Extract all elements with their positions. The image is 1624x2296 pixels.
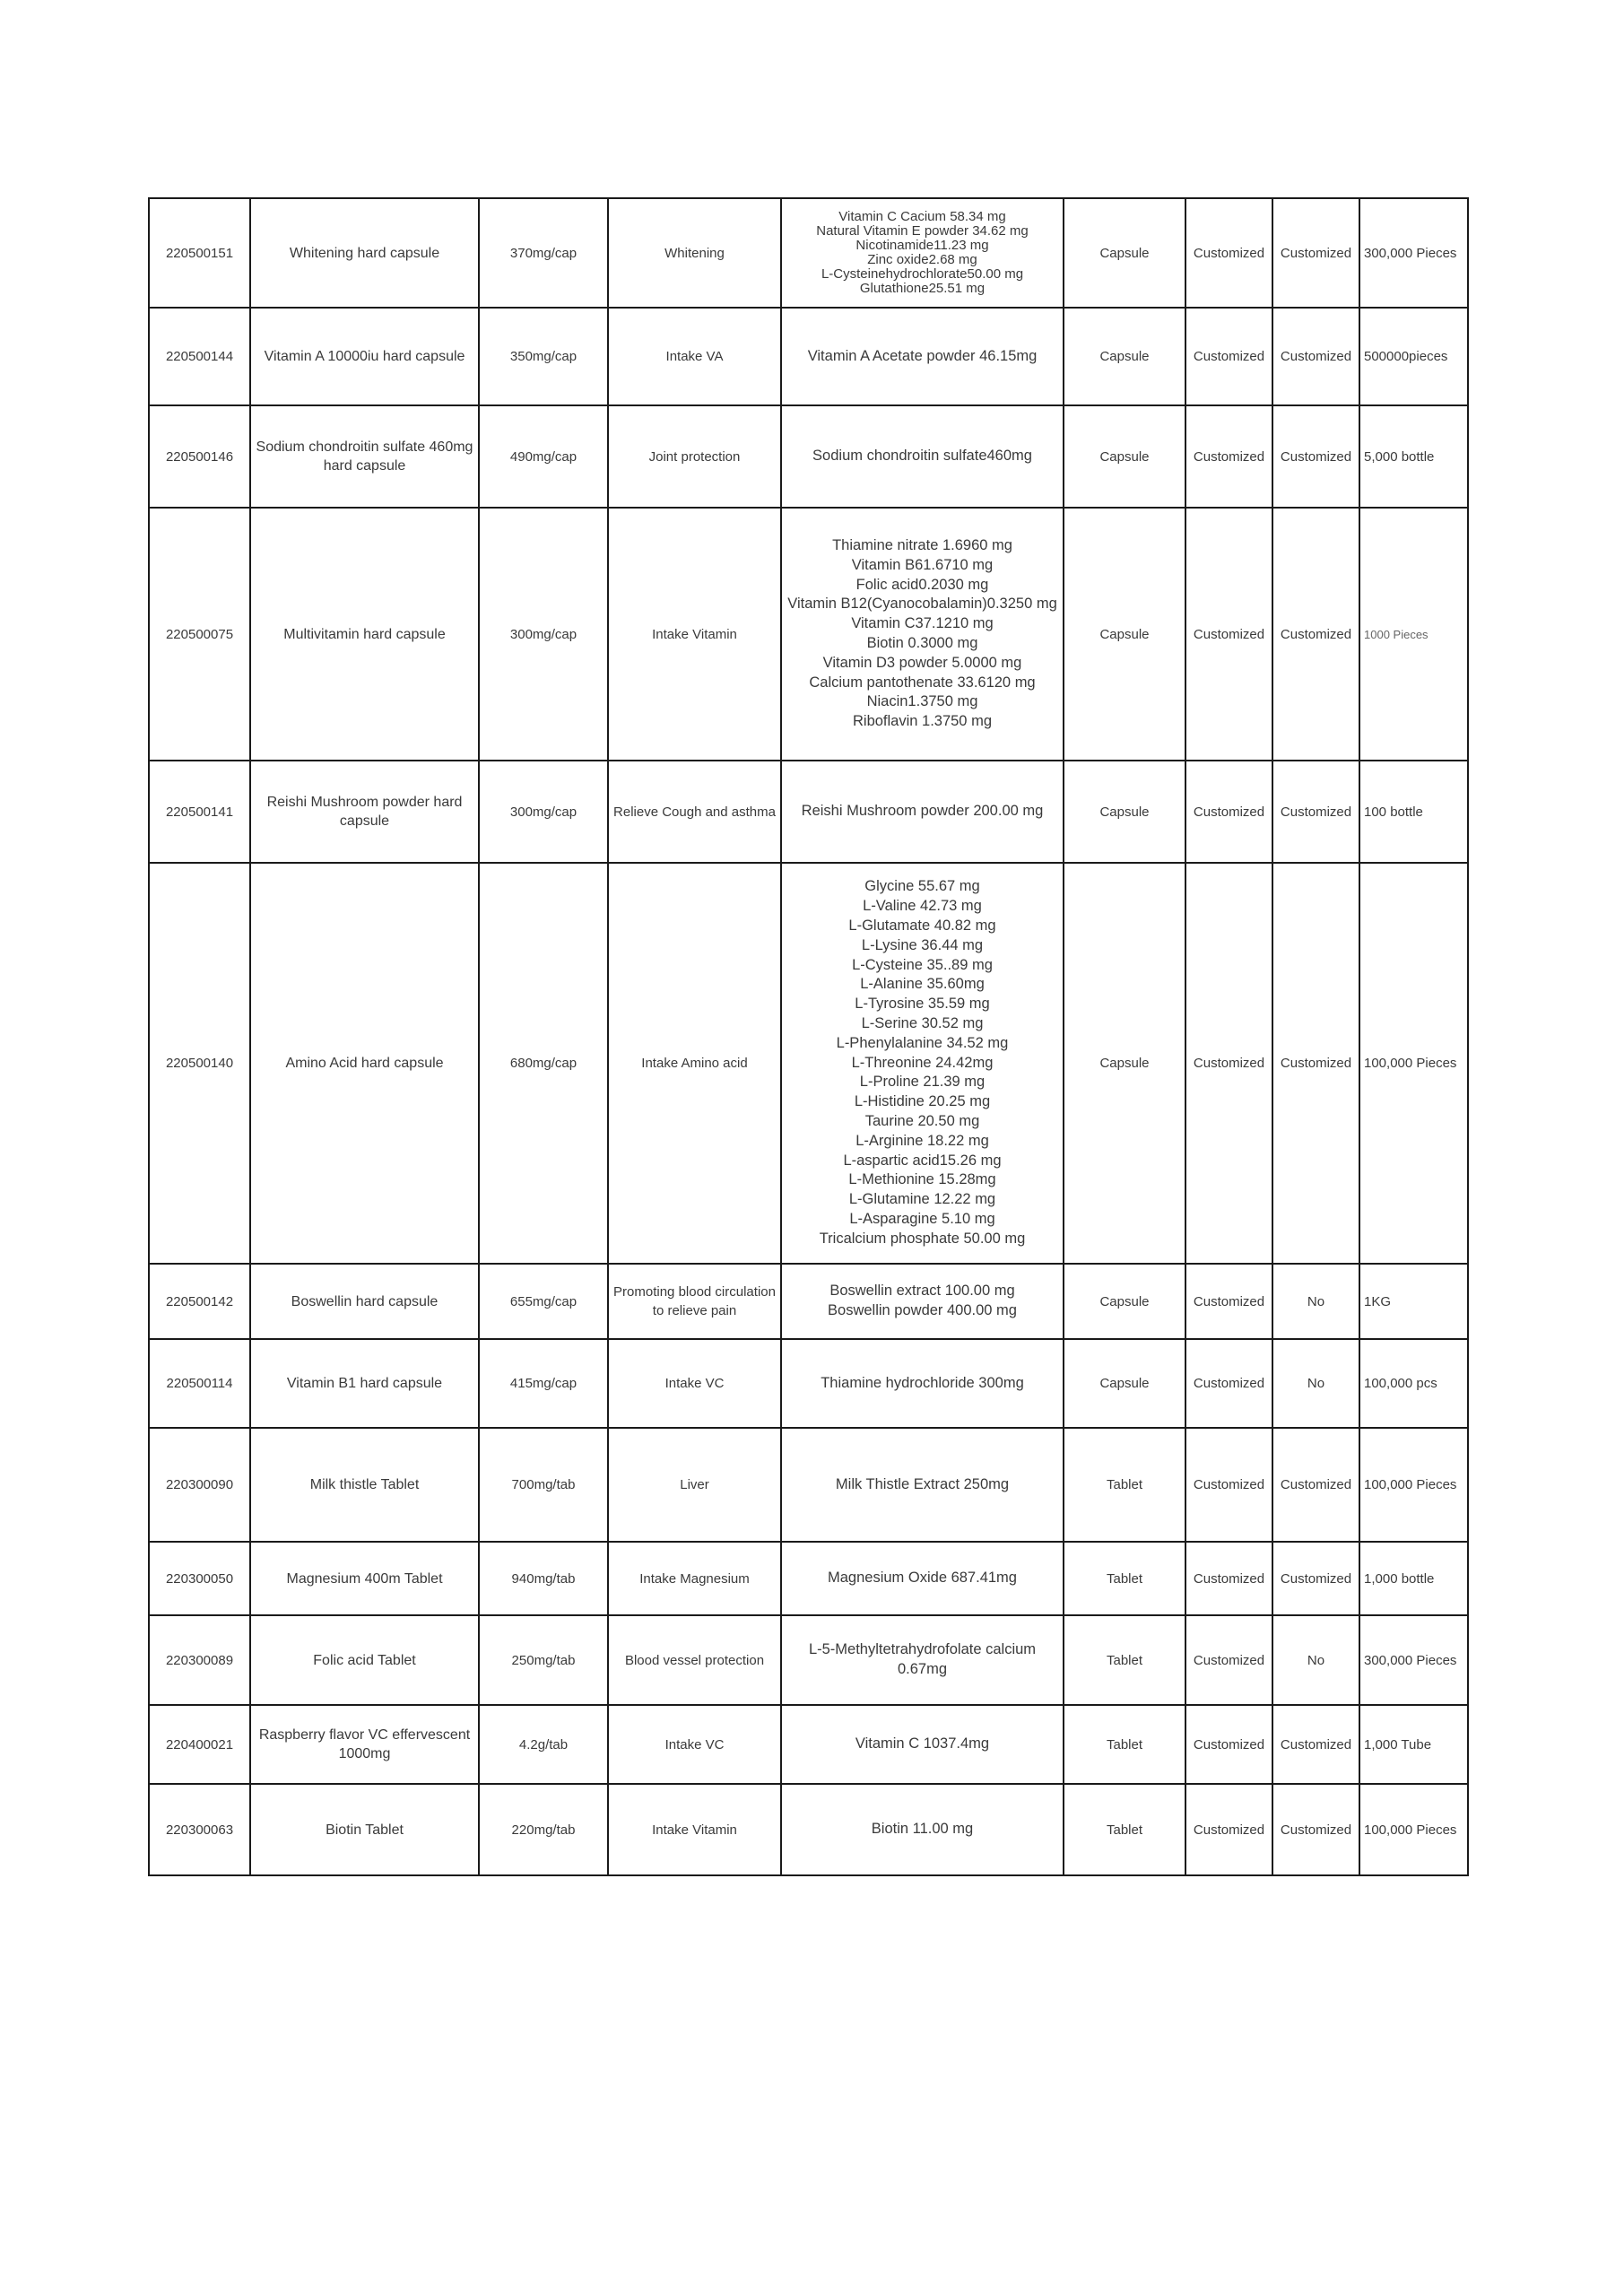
product-code-cell: 220300050 [149, 1542, 250, 1615]
spec-cell: 700mg/tab [479, 1428, 608, 1542]
dosage-form-cell: Capsule [1064, 761, 1185, 863]
table-row [149, 308, 1468, 405]
function-cell: Intake Vitamin [608, 1784, 781, 1875]
moq-cell: 500000pieces [1359, 308, 1468, 405]
ingredient-line: Boswellin powder 400.00 mg [828, 1302, 1017, 1318]
product-name-cell: Magnesium 400m Tablet [250, 1542, 479, 1615]
label-cell: Customized [1272, 1705, 1359, 1784]
function-cell: Whitening [608, 198, 781, 308]
packaging-cell: Customized [1185, 508, 1272, 761]
spec-cell: 220mg/tab [479, 1784, 608, 1875]
packaging-cell: Customized [1185, 761, 1272, 863]
label-cell: Customized [1272, 1542, 1359, 1615]
product-spec-table [148, 197, 1469, 1876]
ingredients-cell [781, 508, 1064, 761]
ingredients-cell [781, 198, 1064, 308]
function-cell: Joint protection [608, 405, 781, 508]
dosage-form-cell: Capsule [1064, 198, 1185, 308]
ingredient-line: Sodium chondroitin sulfate460mg [812, 448, 1032, 465]
ingredient-line: Glutathione25.51 mg [859, 281, 986, 296]
ingredient-line: L-Histidine 20.25 mg [854, 1093, 991, 1110]
function-cell: Intake Magnesium [608, 1542, 781, 1615]
product-code-cell: 220500146 [149, 405, 250, 508]
ingredient-line: Niacin1.3750 mg [866, 693, 978, 710]
table-row [149, 1428, 1468, 1542]
ingredient-line: L-Alanine 35.60mg [860, 976, 985, 993]
moq-cell: 100 bottle [1359, 761, 1468, 863]
moq-cell: 1000 Pieces [1359, 508, 1468, 761]
ingredient-line: Milk Thistle Extract 250mg [835, 1475, 1010, 1492]
product-code-cell: 220300090 [149, 1428, 250, 1542]
ingredient-line: L-Phenylalanine 34.52 mg [836, 1034, 1009, 1051]
ingredient-line: Vitamin D3 powder 5.0000 mg [822, 654, 1022, 671]
ingredient-line: Folic acid0.2030 mg [855, 576, 989, 593]
product-name-cell: Sodium chondroitin sulfate 460mg hard capsule [250, 405, 479, 508]
table-row [149, 1339, 1468, 1428]
function-cell: Blood vessel protection [608, 1615, 781, 1705]
dosage-form-cell: Capsule [1064, 863, 1185, 1264]
product-name-cell: Amino Acid hard capsule [250, 863, 479, 1264]
product-name-cell: Folic acid Tablet [250, 1615, 479, 1705]
function-cell: Intake Vitamin [608, 508, 781, 761]
ingredient-line: Tricalcium phosphate 50.00 mg [819, 1230, 1026, 1247]
ingredients-cell [781, 863, 1064, 1264]
spec-cell: 680mg/cap [479, 863, 608, 1264]
spec-cell: 4.2g/tab [479, 1705, 608, 1784]
ingredient-line: L-Lysine 36.44 mg [861, 936, 984, 953]
function-cell: Liver [608, 1428, 781, 1542]
ingredient-line: L-Tyrosine 35.59 mg [855, 996, 990, 1013]
moq-cell: 100,000 Pieces [1359, 1784, 1468, 1875]
moq-cell: 100,000 pcs [1359, 1339, 1468, 1428]
ingredient-line: L-aspartic acid15.26 mg [843, 1152, 1002, 1169]
label-cell: Customized [1272, 761, 1359, 863]
table-row [149, 1705, 1468, 1784]
label-cell: Customized [1272, 508, 1359, 761]
label-cell: Customized [1272, 198, 1359, 308]
ingredient-line: Thiamine hydrochloride 300mg [821, 1374, 1024, 1391]
ingredient-line: L-Proline 21.39 mg [859, 1074, 986, 1091]
spec-cell: 370mg/cap [479, 198, 608, 308]
table-row [149, 1542, 1468, 1615]
table-row [149, 1615, 1468, 1705]
product-code-cell: 220500151 [149, 198, 250, 308]
product-code-cell: 220300089 [149, 1615, 250, 1705]
product-code-cell: 220500075 [149, 508, 250, 761]
table-row [149, 761, 1468, 863]
moq-cell: 1,000 bottle [1359, 1542, 1468, 1615]
ingredient-line: Magnesium Oxide 687.41mg [828, 1570, 1017, 1587]
dosage-form-cell: Tablet [1064, 1615, 1185, 1705]
label-cell: Customized [1272, 1784, 1359, 1875]
product-name-cell: Whitening hard capsule [250, 198, 479, 308]
ingredient-line: L-Serine 30.52 mg [861, 1015, 984, 1031]
ingredient-line: Taurine 20.50 mg [864, 1112, 980, 1129]
label-cell: Customized [1272, 1428, 1359, 1542]
product-name-cell: Multivitamin hard capsule [250, 508, 479, 761]
product-name-cell: Milk thistle Tablet [250, 1428, 479, 1542]
ingredients-cell [781, 1784, 1064, 1875]
ingredient-line: Biotin 0.3000 mg [866, 635, 978, 651]
function-cell: Intake VA [608, 308, 781, 405]
ingredient-line: Glycine 55.67 mg [864, 878, 980, 895]
ingredient-line: Vitamin A Acetate powder 46.15mg [807, 347, 1038, 364]
ingredient-line: L-Cysteine 35..89 mg [852, 956, 993, 973]
product-code-cell: 220300063 [149, 1784, 250, 1875]
spec-cell: 655mg/cap [479, 1264, 608, 1339]
ingredient-line: L-Asparagine 5.10 mg [849, 1210, 995, 1227]
ingredient-line: L-Glutamate 40.82 mg [848, 918, 996, 935]
ingredients-cell [781, 761, 1064, 863]
moq-cell: 1,000 Tube [1359, 1705, 1468, 1784]
moq-cell: 100,000 Pieces [1359, 863, 1468, 1264]
packaging-cell: Customized [1185, 405, 1272, 508]
label-cell: No [1272, 1615, 1359, 1705]
ingredient-line: Vitamin C Cacium 58.34 mg [838, 209, 1006, 224]
ingredients-cell [781, 308, 1064, 405]
product-code-cell: 220500144 [149, 308, 250, 405]
ingredients-cell [781, 1542, 1064, 1615]
packaging-cell: Customized [1185, 1339, 1272, 1428]
spec-cell: 300mg/cap [479, 508, 608, 761]
ingredient-line: L-Glutamine 12.22 mg [848, 1191, 996, 1208]
packaging-cell: Customized [1185, 1705, 1272, 1784]
ingredient-line: L-Threonine 24.42mg [851, 1054, 994, 1071]
ingredients-cell [781, 1705, 1064, 1784]
packaging-cell: Customized [1185, 1615, 1272, 1705]
ingredients-cell [781, 1339, 1064, 1428]
ingredient-line: Vitamin B61.6710 mg [851, 556, 994, 573]
ingredient-line: Boswellin extract 100.00 mg [829, 1283, 1015, 1300]
function-cell: Relieve Cough and asthma [608, 761, 781, 863]
table-row [149, 198, 1468, 308]
table-row [149, 508, 1468, 761]
product-name-cell: Reishi Mushroom powder hard capsule [250, 761, 479, 863]
moq-cell: 300,000 Pieces [1359, 1615, 1468, 1705]
product-name-cell: Vitamin A 10000iu hard capsule [250, 308, 479, 405]
dosage-form-cell: Tablet [1064, 1784, 1185, 1875]
ingredient-line: Biotin 11.00 mg [871, 1821, 974, 1838]
dosage-form-cell: Tablet [1064, 1705, 1185, 1784]
product-name-cell: Boswellin hard capsule [250, 1264, 479, 1339]
table-row [149, 405, 1468, 508]
product-name-cell: Biotin Tablet [250, 1784, 479, 1875]
ingredient-line: Reishi Mushroom powder 200.00 mg [801, 803, 1044, 820]
function-cell: Intake VC [608, 1339, 781, 1428]
packaging-cell: Customized [1185, 863, 1272, 1264]
ingredient-line: Riboflavin 1.3750 mg [852, 713, 992, 730]
spec-cell: 940mg/tab [479, 1542, 608, 1615]
dosage-form-cell: Tablet [1064, 1428, 1185, 1542]
ingredients-cell [781, 1428, 1064, 1542]
ingredients-cell [781, 1615, 1064, 1705]
spec-cell: 490mg/cap [479, 405, 608, 508]
spec-cell: 350mg/cap [479, 308, 608, 405]
ingredient-line: L-5-Methyltetrahydrofolate calcium 0.67mg [808, 1641, 1037, 1677]
moq-cell: 1KG [1359, 1264, 1468, 1339]
moq-cell: 5,000 bottle [1359, 405, 1468, 508]
ingredient-line: Vitamin B12(Cyanocobalamin)0.3250 mg [787, 596, 1057, 613]
product-code-cell: 220400021 [149, 1705, 250, 1784]
moq-cell: 300,000 Pieces [1359, 198, 1468, 308]
ingredient-line: Vitamin C37.1210 mg [851, 615, 994, 632]
dosage-form-cell: Tablet [1064, 1542, 1185, 1615]
dosage-form-cell: Capsule [1064, 405, 1185, 508]
dosage-form-cell: Capsule [1064, 508, 1185, 761]
ingredient-line: Thiamine nitrate 1.6960 mg [832, 537, 1012, 554]
spec-cell: 250mg/tab [479, 1615, 608, 1705]
packaging-cell: Customized [1185, 1542, 1272, 1615]
ingredient-line: Nicotinamide11.23 mg [855, 238, 989, 253]
ingredient-line: L-Valine 42.73 mg [863, 898, 982, 915]
dosage-form-cell: Capsule [1064, 1264, 1185, 1339]
product-code-cell: 220500141 [149, 761, 250, 863]
spec-cell: 300mg/cap [479, 761, 608, 863]
ingredient-line: L-Methionine 15.28mg [848, 1171, 996, 1188]
ingredient-line: Natural Vitamin E powder 34.62 mg [816, 223, 1029, 239]
label-cell: No [1272, 1339, 1359, 1428]
moq-cell: 100,000 Pieces [1359, 1428, 1468, 1542]
spec-cell: 415mg/cap [479, 1339, 608, 1428]
label-cell: Customized [1272, 863, 1359, 1264]
table-row [149, 1264, 1468, 1339]
ingredient-line: L-Cysteinehydrochlorate50.00 mg [821, 266, 1024, 282]
packaging-cell: Customized [1185, 308, 1272, 405]
ingredient-line: Vitamin C 1037.4mg [855, 1735, 990, 1752]
product-code-cell: 220500142 [149, 1264, 250, 1339]
packaging-cell: Customized [1185, 1264, 1272, 1339]
label-cell: No [1272, 1264, 1359, 1339]
dosage-form-cell: Capsule [1064, 1339, 1185, 1428]
product-code-cell: 220500114 [149, 1339, 250, 1428]
packaging-cell: Customized [1185, 198, 1272, 308]
product-name-cell: Raspberry flavor VC effervescent 1000mg [250, 1705, 479, 1784]
packaging-cell: Customized [1185, 1428, 1272, 1542]
label-cell: Customized [1272, 405, 1359, 508]
ingredients-cell [781, 1264, 1064, 1339]
function-cell: Intake Amino acid [608, 863, 781, 1264]
label-cell: Customized [1272, 308, 1359, 405]
function-cell: Promoting blood circulation to relieve pain [608, 1264, 781, 1339]
dosage-form-cell: Capsule [1064, 308, 1185, 405]
product-name-cell: Vitamin B1 hard capsule [250, 1339, 479, 1428]
table-row [149, 1784, 1468, 1875]
product-code-cell: 220500140 [149, 863, 250, 1264]
ingredients-cell [781, 405, 1064, 508]
ingredient-line: Calcium pantothenate 33.6120 mg [809, 674, 1036, 691]
table-row [149, 863, 1468, 1264]
ingredient-line: Zinc oxide2.68 mg [867, 252, 977, 267]
packaging-cell: Customized [1185, 1784, 1272, 1875]
ingredient-line: L-Arginine 18.22 mg [855, 1132, 989, 1149]
function-cell: Intake VC [608, 1705, 781, 1784]
